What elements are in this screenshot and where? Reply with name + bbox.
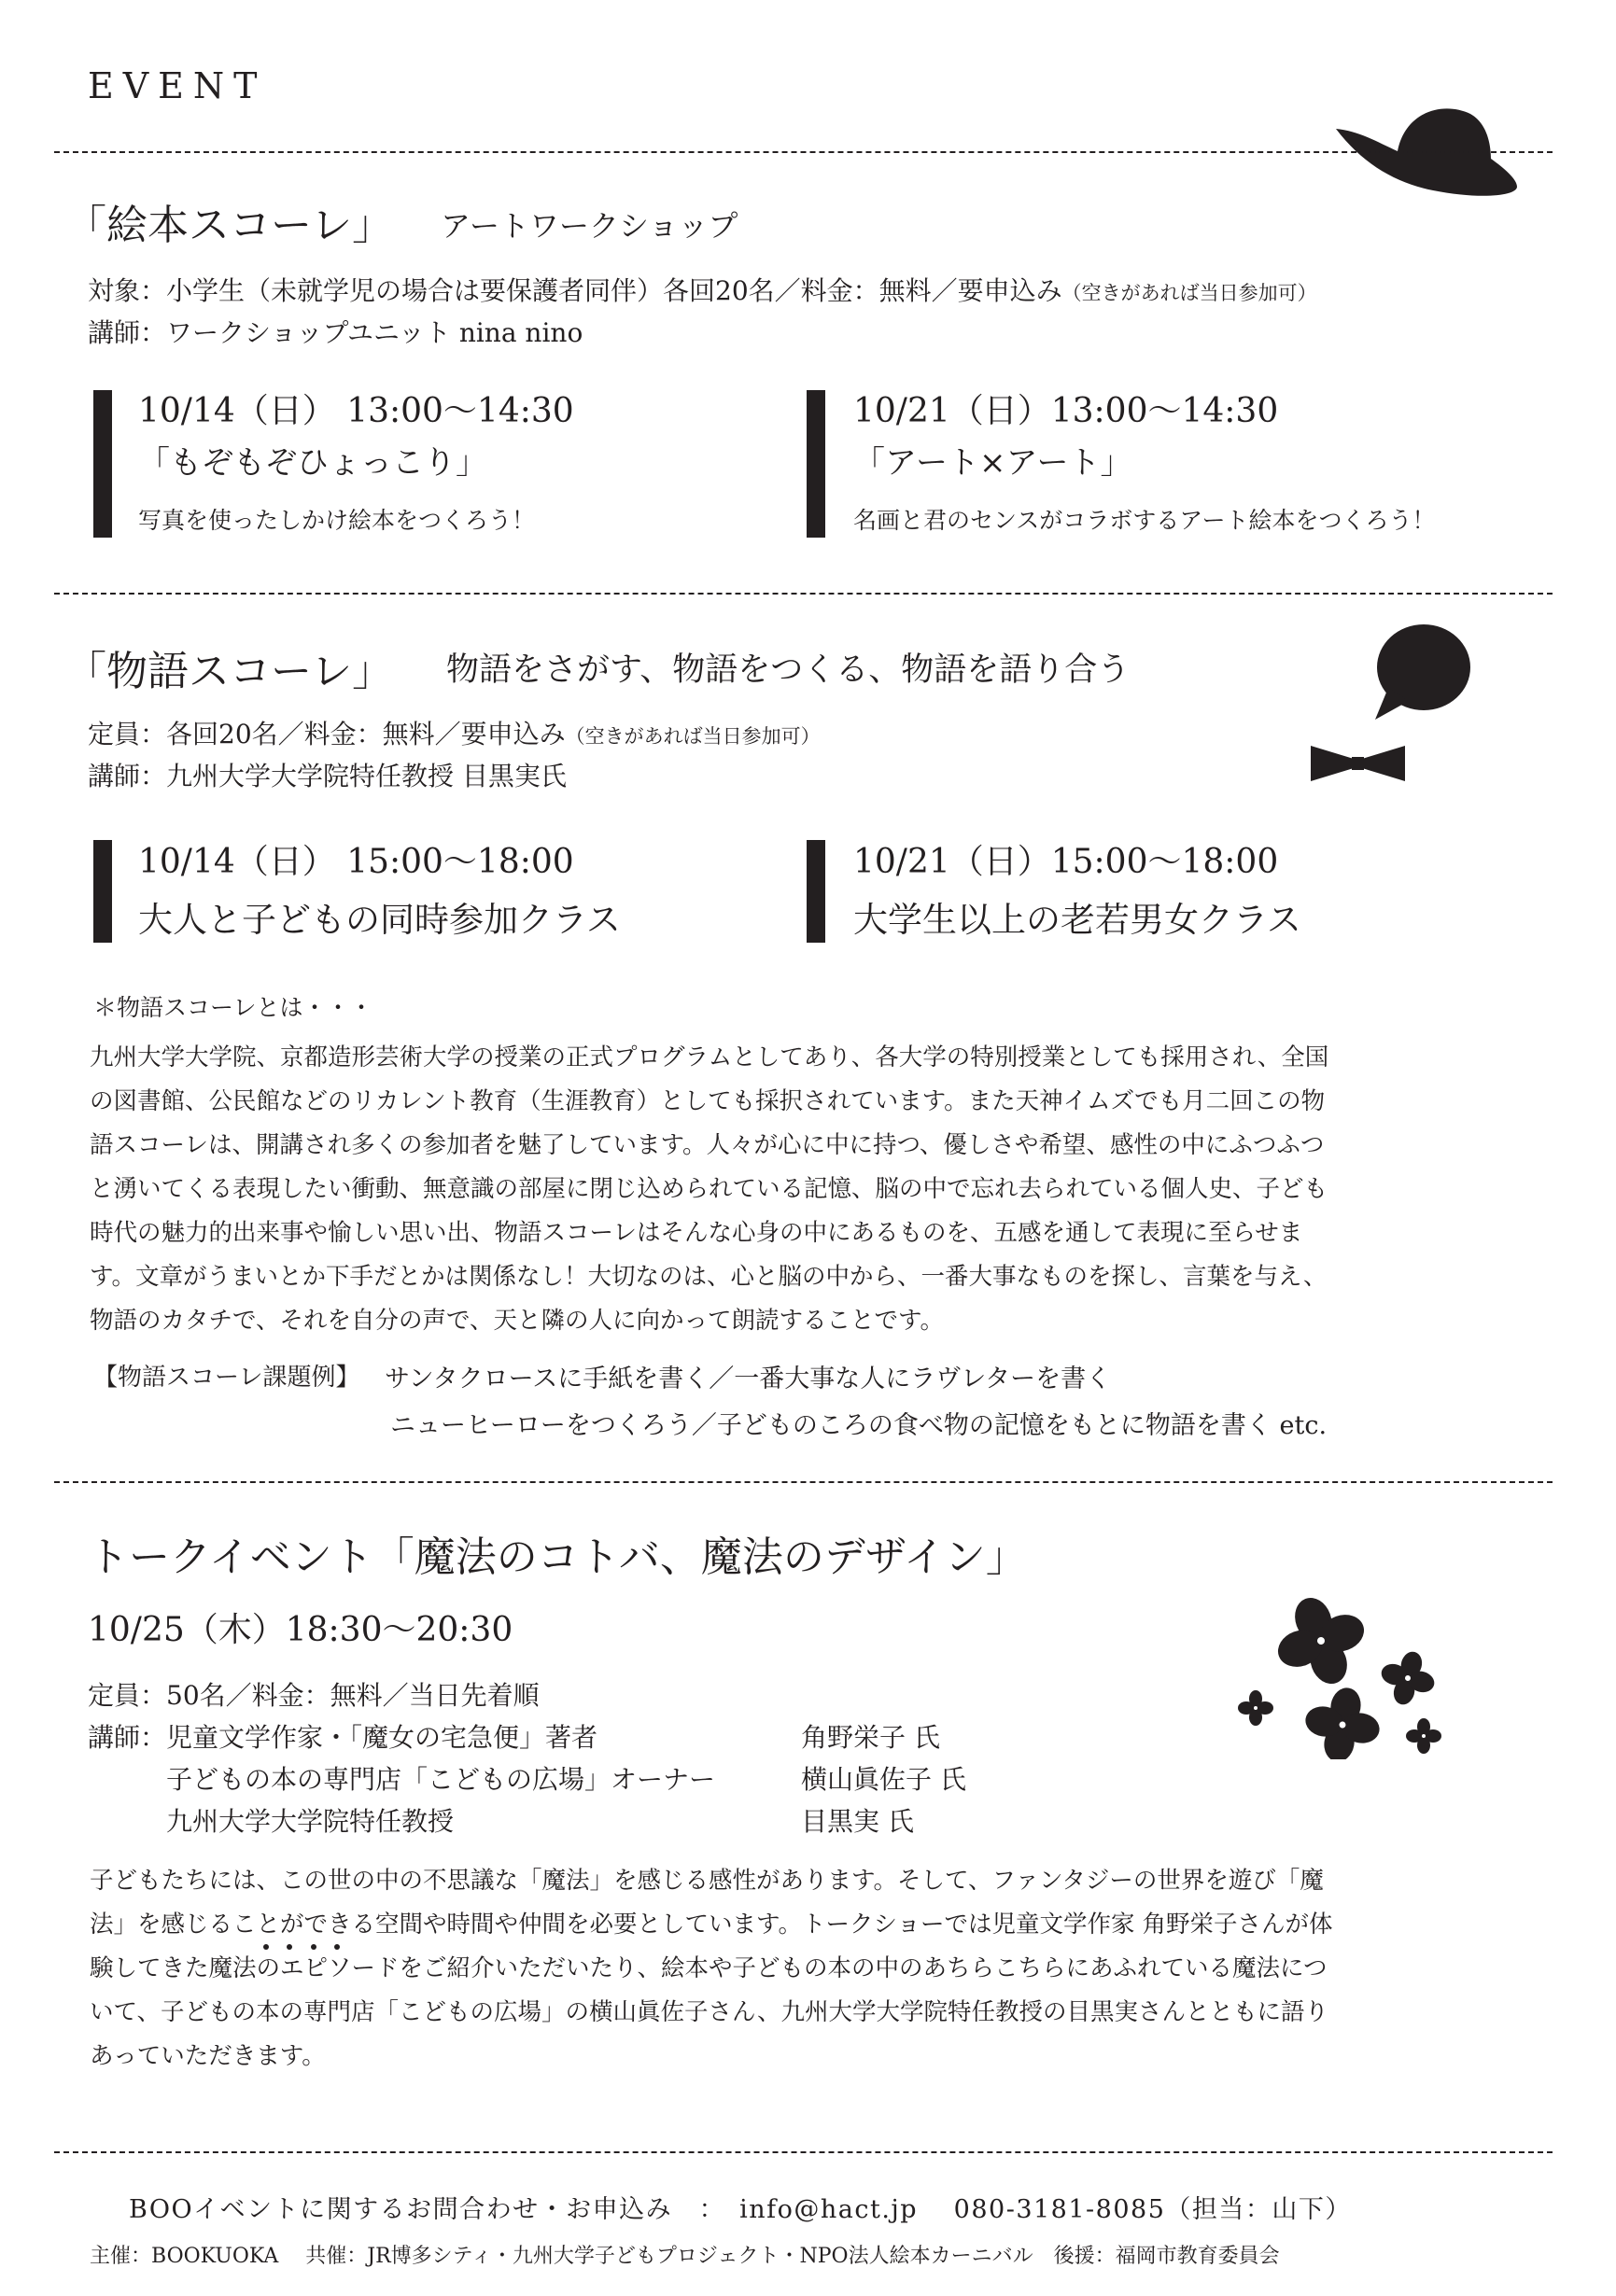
lecturer-prefix: 講師： — [88, 1722, 167, 1753]
section1-title: 「絵本スコーレ」 — [65, 202, 394, 249]
bow-tie-icon — [1309, 744, 1407, 783]
session-marker — [807, 390, 825, 538]
section1-subtitle: アートワークショップ — [441, 208, 738, 244]
section1-target-main: 対象：小学生（未就学児の場合は要保護者同伴）各回20名／料金：無料／要申込み — [88, 275, 1062, 306]
section1-target-note: （空きがあれば当日参加可） — [1061, 282, 1317, 304]
examples-line: ニューヒーローをつくろう／子どものころの食べ物の記憶をもとに物語を書く etc. — [390, 1411, 1328, 1440]
section1-target — [88, 271, 1317, 308]
session-marker — [93, 840, 112, 943]
speaker-role: 児童文学作家・「魔女の宅急便」著者 — [166, 1722, 598, 1753]
speaker-name: 目黒実 氏 — [801, 1806, 914, 1837]
about-line: 九州大学大学院、京都造形芸術大学の授業の正式プログラムとしてあり、各大学の特別授業としても採用され、全国 — [90, 1043, 1329, 1071]
about-paragraph — [90, 1036, 1532, 1343]
session-marker — [93, 390, 112, 538]
about-heading: ＊物語スコーレとは・・・ — [93, 994, 373, 1021]
footer-organizers: 主催：BOOKUOKA 共催：JR博多シティ・九州大学子どもプロジェクト・NPO法人絵本カーニバル 後援：福岡市教育委員会 — [90, 2245, 1280, 2268]
divider — [54, 151, 1553, 153]
about-line: 物語のカタチで、それを自分の声で、天と隣の人に向かって朗読することです。 — [90, 1307, 944, 1335]
session-marker — [807, 840, 825, 943]
section2-capacity — [88, 714, 821, 751]
session4-title: 大学生以上の老若男女クラス — [853, 900, 1301, 940]
emphasis-dot — [311, 1944, 316, 1950]
session3-datetime: 10/14（日） 15:00〜18:00 — [138, 843, 574, 881]
divider — [54, 2151, 1553, 2153]
session1-desc: 写真を使ったしかけ絵本をつくろう！ — [138, 507, 536, 534]
footer-contact: BOOイベントに関するお問合わせ・お申込み ： info@hact.jp 080-3181-8085（担当：山下） — [129, 2195, 1352, 2224]
description-line: あっていただきます。 — [90, 2042, 326, 2070]
session2-datetime: 10/21（日）13:00〜14:30 — [853, 392, 1279, 430]
description-line: 子どもたちには、この世の中の不思議な「魔法」を感じる感性があります。そして、ファンタジーの世界を遊び「魔 — [90, 1867, 1324, 1895]
emphasis-dot — [287, 1944, 292, 1950]
about-line: す。文章がうまいとか下手だとかは関係なし！大切なのは、心と脳の中から、一番大事なものを探し、言葉を与え、 — [90, 1263, 1328, 1291]
session1-datetime: 10/14（日） 13:00〜14:30 — [138, 392, 574, 430]
description-line: 法」を感じることができる空間や時間や仲間を必要としています。トークショーでは児童文学作家 角野栄子さんが体 — [90, 1911, 1333, 1939]
section2-capacity-note: （空きがあれば当日参加可） — [565, 725, 821, 748]
page-title: EVENT — [88, 65, 267, 106]
section1-lecturer: 講師：ワークショップユニット nina nino — [88, 317, 583, 348]
section3-datetime: 10/25（木）18:30〜20:30 — [88, 1611, 513, 1649]
session1-title: 「もぞもぞひょっこり」 — [138, 444, 487, 482]
section3-capacity: 定員：50名／料金：無料／当日先着順 — [88, 1680, 540, 1711]
about-line: と湧いてくる表現したい衝動、無意識の部屋に閉じ込められている記憶、脳の中で忘れ去られている個人史、子ども — [90, 1175, 1328, 1203]
examples-line: サンタクロースに手紙を書く／一番大事な人にラヴレターを書く — [385, 1365, 1112, 1393]
speaker-name: 横山眞佐子 氏 — [801, 1764, 966, 1795]
speaker-role: 九州大学大学院特任教授 — [166, 1806, 455, 1837]
divider — [54, 1481, 1553, 1483]
session2-desc: 名画と君のセンスがコラボするアート絵本をつくろう！ — [853, 507, 1436, 534]
emphasis-dot — [263, 1944, 269, 1950]
emphasis-dot — [334, 1944, 340, 1950]
flowers-icon — [1232, 1587, 1456, 1759]
bowler-hat-icon — [1330, 93, 1522, 201]
about-line: 時代の魅力的出来事や愉しい思い出、物語スコーレはそんな心身の中にあるものを、五感を通して表現に至らせま — [90, 1219, 1303, 1247]
speaker-role: 子どもの本の専門店「こどもの広場」オーナー — [166, 1764, 716, 1795]
speech-bubble-icon — [1368, 621, 1475, 723]
about-line: 語スコーレは、開講され多くの参加者を魅了しています。人々が心に中に持つ、優しさや希望、感性の中にふつふつ — [90, 1131, 1325, 1159]
description-line: 験してきた魔法のエピソードをご紹介いただいたり、絵本や子どもの本の中のあちらこちらにあふれている魔法につ — [90, 1954, 1328, 1982]
session3-title: 大人と子どもの同時参加クラス — [138, 900, 621, 940]
session4-datetime: 10/21（日）15:00〜18:00 — [853, 843, 1279, 881]
divider — [54, 593, 1553, 595]
examples-label: 【物語スコーレ課題例】 — [93, 1364, 360, 1392]
section2-subtitle: 物語をさがす、物語をつくる、物語を語り合う — [446, 651, 1131, 689]
section2-lecturer: 講師：九州大学大学院特任教授 目黒実氏 — [88, 761, 567, 791]
section2-title: 「物語スコーレ」 — [65, 648, 394, 695]
about-line: の図書館、公民館などのリカレント教育（生涯教育）としても採択されています。また天神イムズでも月二回この物 — [90, 1087, 1326, 1115]
talk-description — [90, 1859, 1532, 2079]
speaker-name: 角野栄子 氏 — [801, 1722, 940, 1753]
session2-title: 「アート×アート」 — [853, 444, 1132, 482]
description-line: いて、子どもの本の専門店「こどもの広場」の横山眞佐子さん、九州大学大学院特任教授の目黒実さんとともに語り — [90, 1998, 1329, 2026]
section3-title: トークイベント「魔法のコトバ、魔法のデザイン」 — [88, 1533, 1027, 1581]
section2-capacity-main: 定員：各回20名／料金：無料／要申込み — [88, 719, 566, 749]
